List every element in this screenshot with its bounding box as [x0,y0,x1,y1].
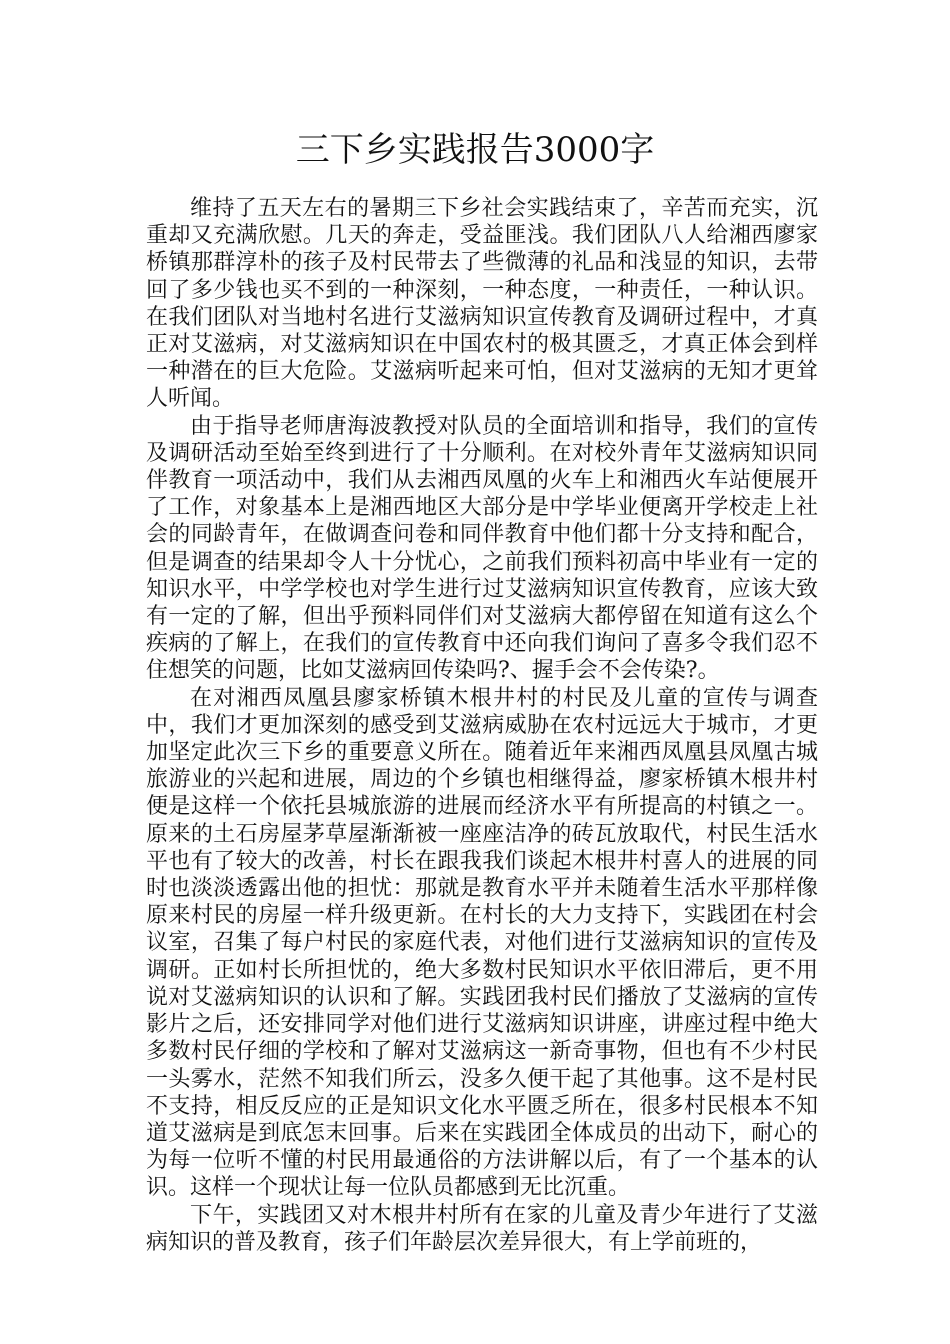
paragraph: 在对湘西凤凰县廖家桥镇木根井村的村民及儿童的宣传与调查中，我们才更加深刻的感受到艾滋病威胁在农村远远大于城市，才更加坚定此次三下乡的重要意义所在。随着近年来湘西凤凰县凤凰古城旅游业的兴起和进展，周边的个乡镇也相继得益，廖家桥镇木根井村便是这样一个依托县城旅游的进展而经济水平有所提高的村镇之一。原来的土石房屋茅草屋渐渐被一座座洁净的砖瓦放取代，村民生活水平也有了较大的改善，村长在跟我我们谈起木根井村喜人的进展的同时也淡淡透露出他的担忧：那就是教育水平并未随着生活水平那样像原来村民的房屋一样升级更新。在村长的大力支持下，实践团在村会议室，召集了每户村民的家庭代表，对他们进行艾滋病知识的宣传及调研。正如村长所担忧的，绝大多数村民知识水平依旧滞后，更不用说对艾滋病知识的认识和了解。实践团我村民们播放了艾滋病的宣传影片之后，还安排同学对他们进行艾滋病知识讲座，讲座过程中绝大多数村民仔细的学校和了解对艾滋病这一新奇事物，但也有不少村民一头雾水，茫然不知我们所云，没多久便干起了其他事。这不是村民不支持，相反反应的正是知识文化水平匮乏所在，很多村民根本不知道艾滋病是到底怎末回事。后来在实践团全体成员的出动下，耐心的为每一位听不懂的村民用最通俗的方法讲解以后，有了一个基本的认识。这样一个现状让每一位队员都感到无比沉重。 [146,685,818,1201]
paragraph: 维持了五天左右的暑期三下乡社会实践结束了，辛苦而充实，沉重却又充满欣慰。几天的奔走，受益匪浅。我们团队八人给湘西廖家桥镇那群淳朴的孩子及村民带去了些微薄的礼品和浅显的知识，去带回了多少钱也买不到的一种深刻，一种态度，一种责任，一种认识。在我们团队对当地村名进行艾滋病知识宣传教育及调研过程中，才真正对艾滋病，对艾滋病知识在中国农村的极其匮乏，才真正体会到样一种潜在的巨大危险。艾滋病听起来可怕，但对艾滋病的无知才更耸人听闻。 [146,196,818,412]
document-body [146,195,818,1256]
document-title: 三下乡实践报告3000字 [295,130,655,170]
paragraph: 下午，实践团又对木根井村所有在家的儿童及青少年进行了艾滋病知识的普及教育，孩子们年龄层次差异很大，有上学前班的， [146,1202,818,1255]
paragraph: 由于指导老师唐海波教授对队员的全面培训和指导，我们的宣传及调研活动至始至终到进行了十分顺利。在对校外青年艾滋病知识同伴教育一项活动中，我们从去湘西凤凰的火车上和湘西火车站便展开了工作，对象基本上是湘西地区大部分是中学毕业便离开学校走上社会的同龄青年，在做调查问卷和同伴教育中他们都十分支持和配合，但是调查的结果却令人十分忧心，之前我们预料初高中毕业有一定的知识水平，中学学校也对学生进行过艾滋病知识宣传教育，应该大致有一定的了解，但出乎预料同伴们对艾滋病大都停留在知道有这么个疾病的了解上，在我们的宣传教育中还向我们询问了喜多令我们忍不住想笑的问题，比如艾滋病回传染吗?、握手会不会传染?。 [146,413,818,684]
